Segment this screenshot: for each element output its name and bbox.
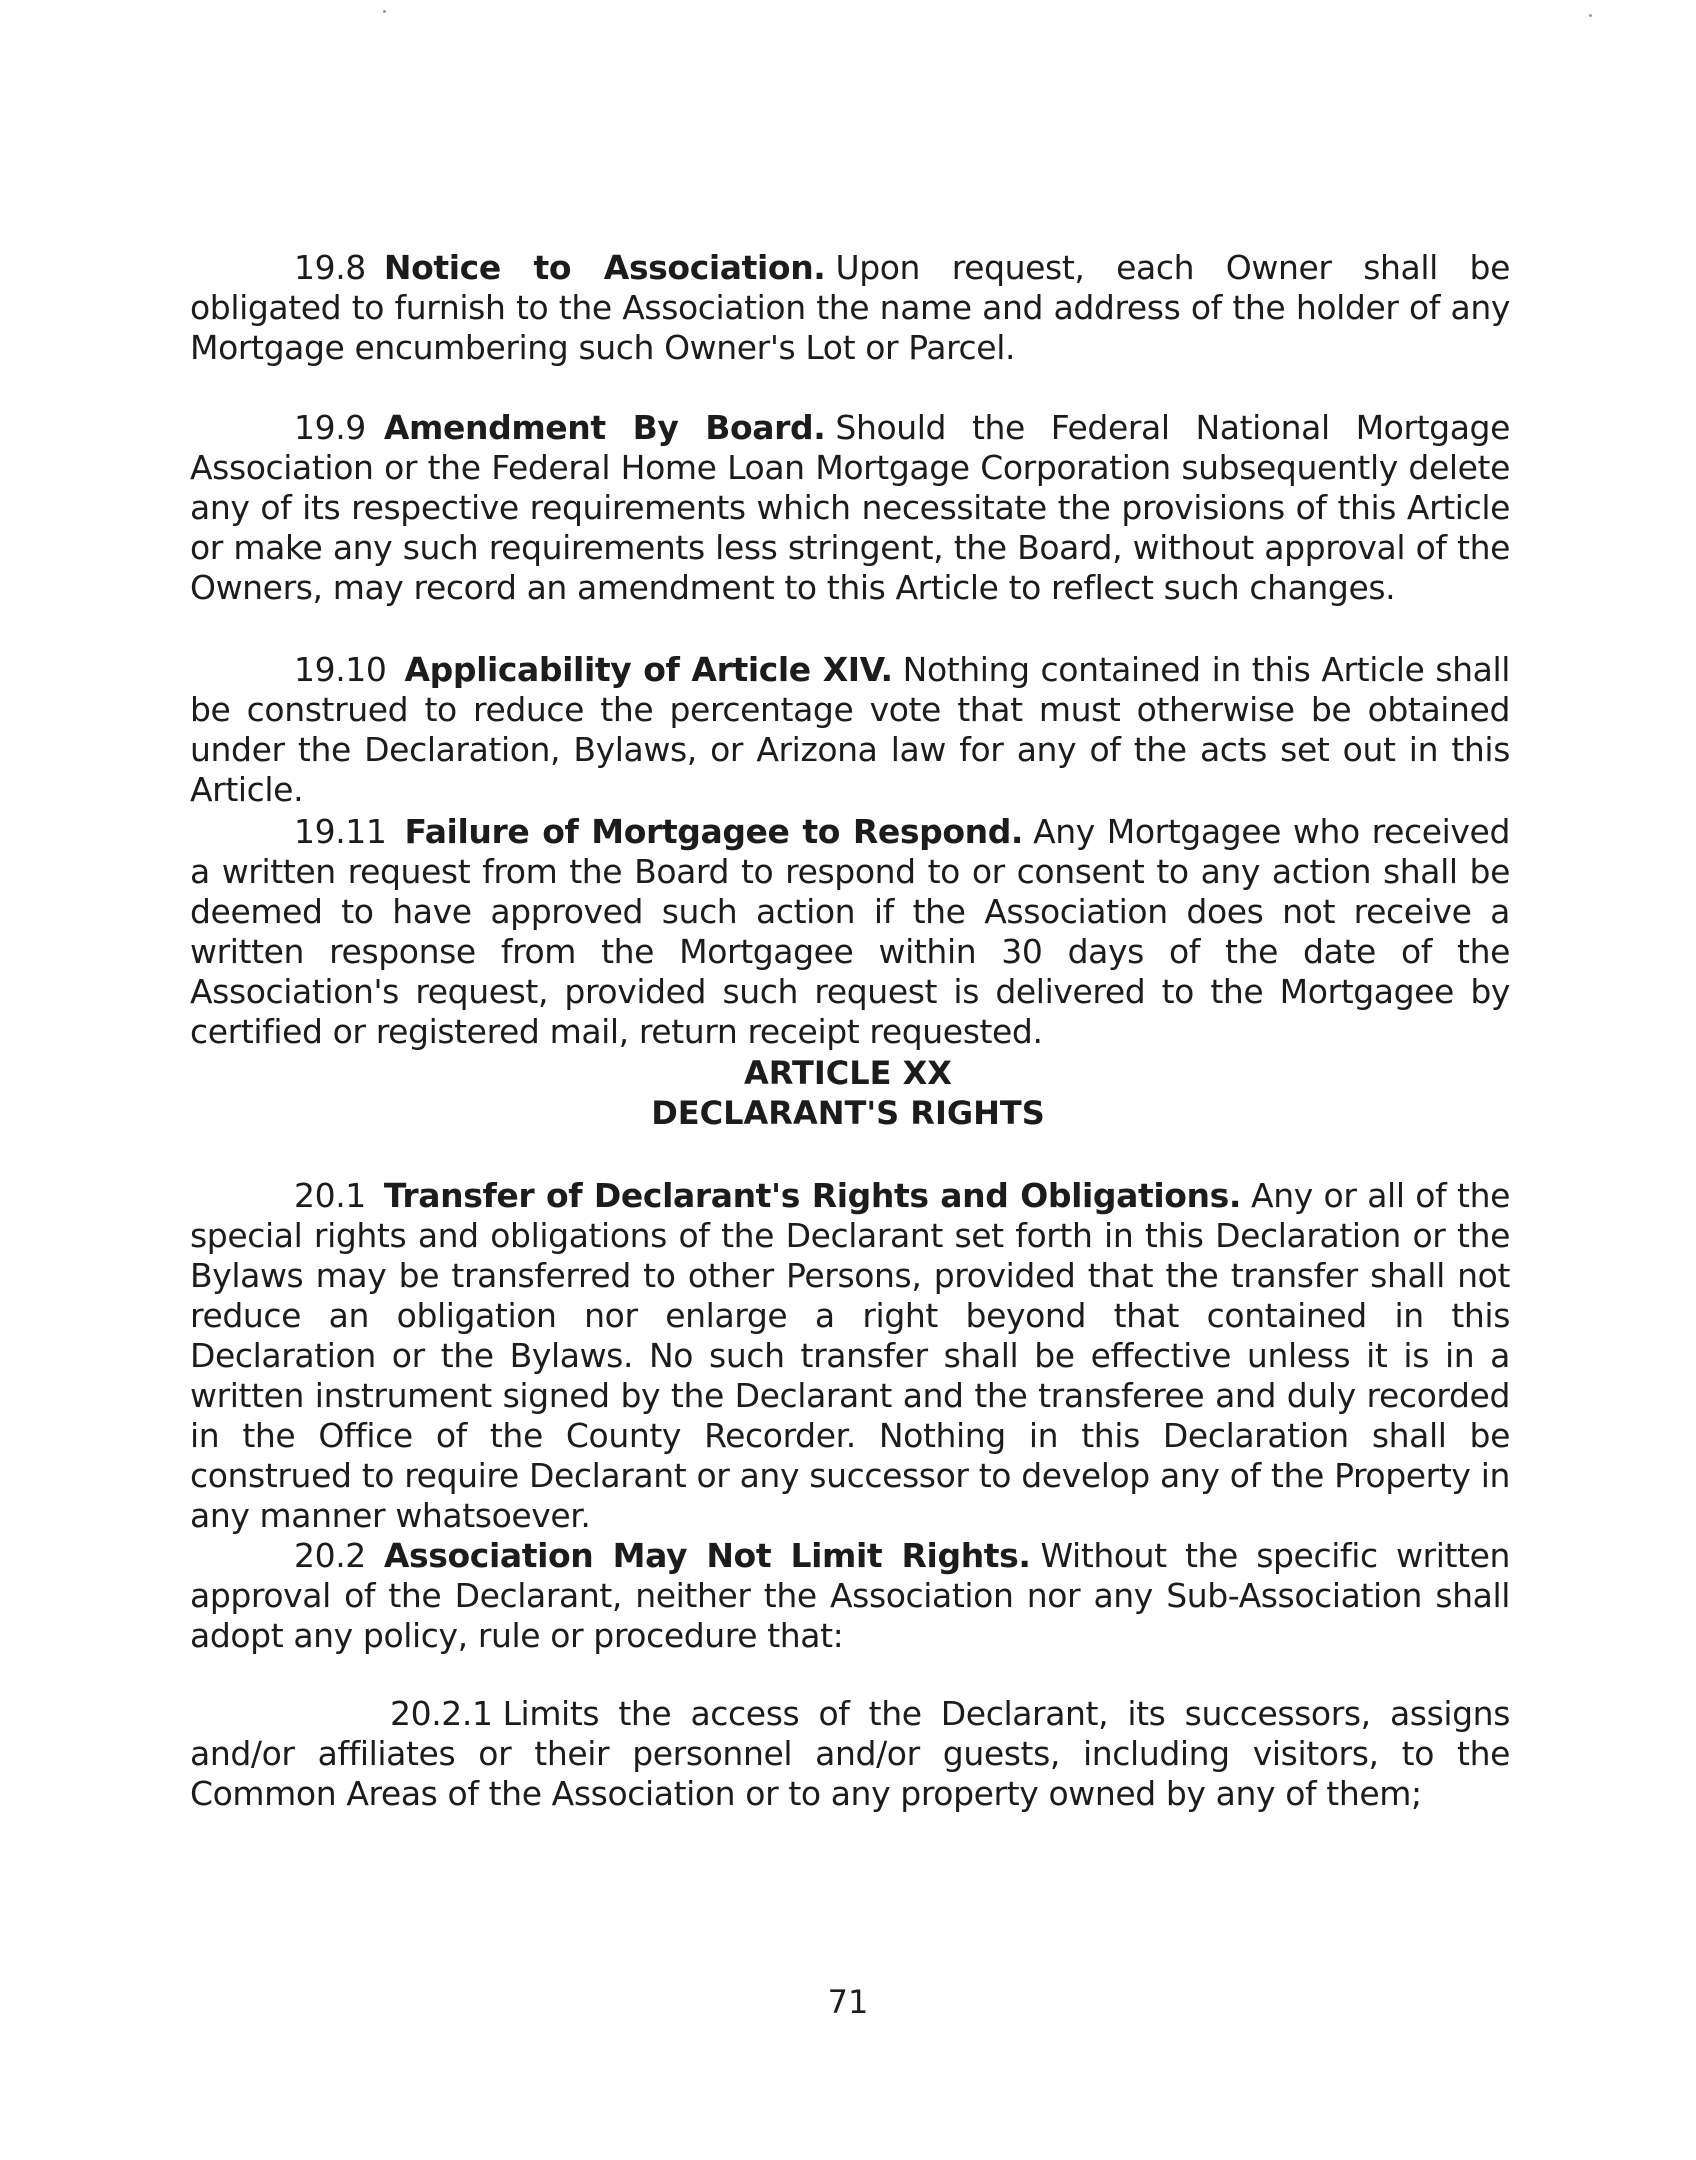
section-19-9	[190, 408, 1510, 608]
section-text: Without the specific written approval of the Declarant, neither the Association nor any Sub-Association shall adopt any policy, rule or procedure that:	[190, 1536, 1510, 1655]
article-number: ARTICLE XX	[744, 1054, 952, 1092]
section-text: Any Mortgagee who received a written request from the Board to respond to or consent to any action shall be deemed to have approved such action if the Association does not receive a written response from the Mortgagee within 30 days of the date of the Association's request, provided such request is delivered to the Mortgagee by certified or registered mail, return receipt requested.	[190, 812, 1510, 1051]
section-19-8	[190, 248, 1510, 368]
section-heading: Failure of Mortgagee to Respond.	[404, 812, 1024, 851]
section-text: Upon request, each Owner shall be obligated to furnish to the Association the name and address of the holder of any Mortgage encumbering such Owner's Lot or Parcel.	[190, 248, 1510, 367]
section-number: 20.2	[294, 1536, 366, 1575]
section-number: 19.11	[294, 812, 387, 851]
section-number: 20.1	[294, 1176, 366, 1215]
section-heading: Transfer of Declarant's Rights and Obligations.	[383, 1176, 1242, 1215]
section-20-2	[190, 1536, 1510, 1656]
section-20-1	[190, 1176, 1510, 1536]
section-number: 19.10	[294, 650, 387, 689]
section-heading: Amendment By Board.	[383, 408, 826, 447]
section-text: Should the Federal National Mortgage Association or the Federal Home Loan Mortgage Corporation subsequently delete any of its respective requirements which necessitate the provisions of this Article or make any such requirements less stringent, the Board, without approval of the Owners, may record an amendment to this Article to reflect such changes.	[190, 408, 1510, 607]
scan-speck-right	[1589, 14, 1592, 17]
section-text: Nothing contained in this Article shall be construed to reduce the percentage vote that must otherwise be obtained under the Declaration, Bylaws, or Arizona law for any of the acts set out in this Article.	[190, 650, 1510, 809]
section-text: Any or all of the special rights and obligations of the Declarant set forth in this Declaration or the Bylaws may be transferred to other Persons, provided that the transfer shall not reduce an obligation nor enlarge a right beyond that contained in this Declaration or the Bylaws. No such transfer shall be effective unless it is in a written instrument signed by the Declarant and the transferee and duly recorded in the Office of the County Recorder. Nothing in this Declaration shall be construed to require Declarant or any successor to develop any of the Property in any manner whatsoever.	[190, 1176, 1510, 1535]
subsection-20-2-1	[190, 1694, 1510, 1814]
page-number: 71	[827, 1983, 869, 2021]
scan-speck-left	[383, 10, 386, 13]
article-title: DECLARANT'S RIGHTS	[651, 1094, 1045, 1132]
section-heading: Notice to Association.	[383, 248, 826, 287]
section-heading: Applicability of Article XIV.	[404, 650, 893, 689]
section-number: 20.2.1	[390, 1694, 493, 1733]
section-text: Limits the access of the Declarant, its successors, assigns and/or affiliates or their personnel and/or guests, including visitors, to the Common Areas of the Association or to any property owned by any of them;	[190, 1694, 1510, 1813]
section-heading: Association May Not Limit Rights.	[383, 1536, 1031, 1575]
section-number: 19.9	[294, 408, 366, 447]
section-19-11	[190, 812, 1510, 1052]
section-19-10	[190, 650, 1510, 810]
section-number: 19.8	[294, 248, 366, 287]
